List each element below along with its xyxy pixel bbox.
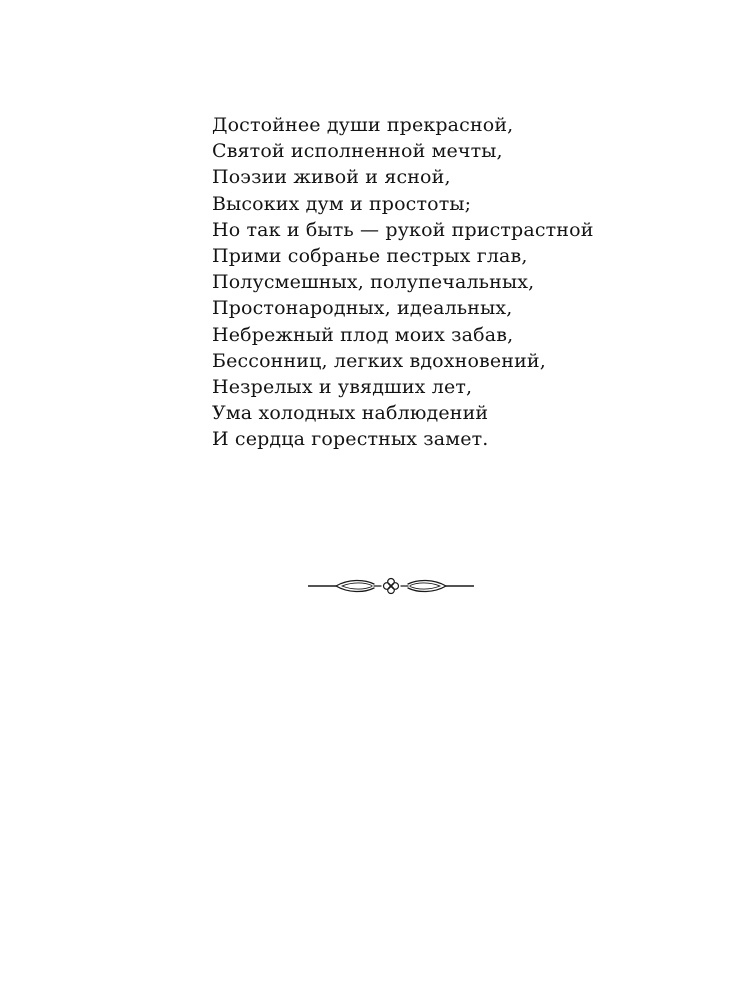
poem-line: Простонародных, идеальных,: [212, 297, 513, 320]
poem-line: Незрелых и увядших лет,: [212, 376, 473, 399]
poem-line: Бессонниц, легких вдохновений,: [212, 349, 546, 372]
poem-line: Прими собранье пестрых глав,: [212, 245, 528, 268]
poem-line: Ума холодных наблюдений: [212, 402, 489, 425]
poem-line: И сердца горестных замет.: [212, 428, 489, 451]
flourish-divider-icon: [308, 575, 474, 597]
poem-line: Небрежный плод моих забав,: [212, 323, 514, 346]
poem-line: Но так и быть — рукой пристрастной: [212, 218, 594, 241]
poem-line: Поэзии живой и ясной,: [212, 166, 451, 189]
poem-line: Полусмешных, полупечальных,: [212, 271, 535, 294]
poem-stanza: [212, 112, 692, 453]
poem-line: Высоких дум и простоты;: [212, 192, 472, 215]
poem-line: Святой исполненной мечты,: [212, 140, 503, 163]
poem-line: Достойнее души прекрасной,: [212, 114, 514, 136]
